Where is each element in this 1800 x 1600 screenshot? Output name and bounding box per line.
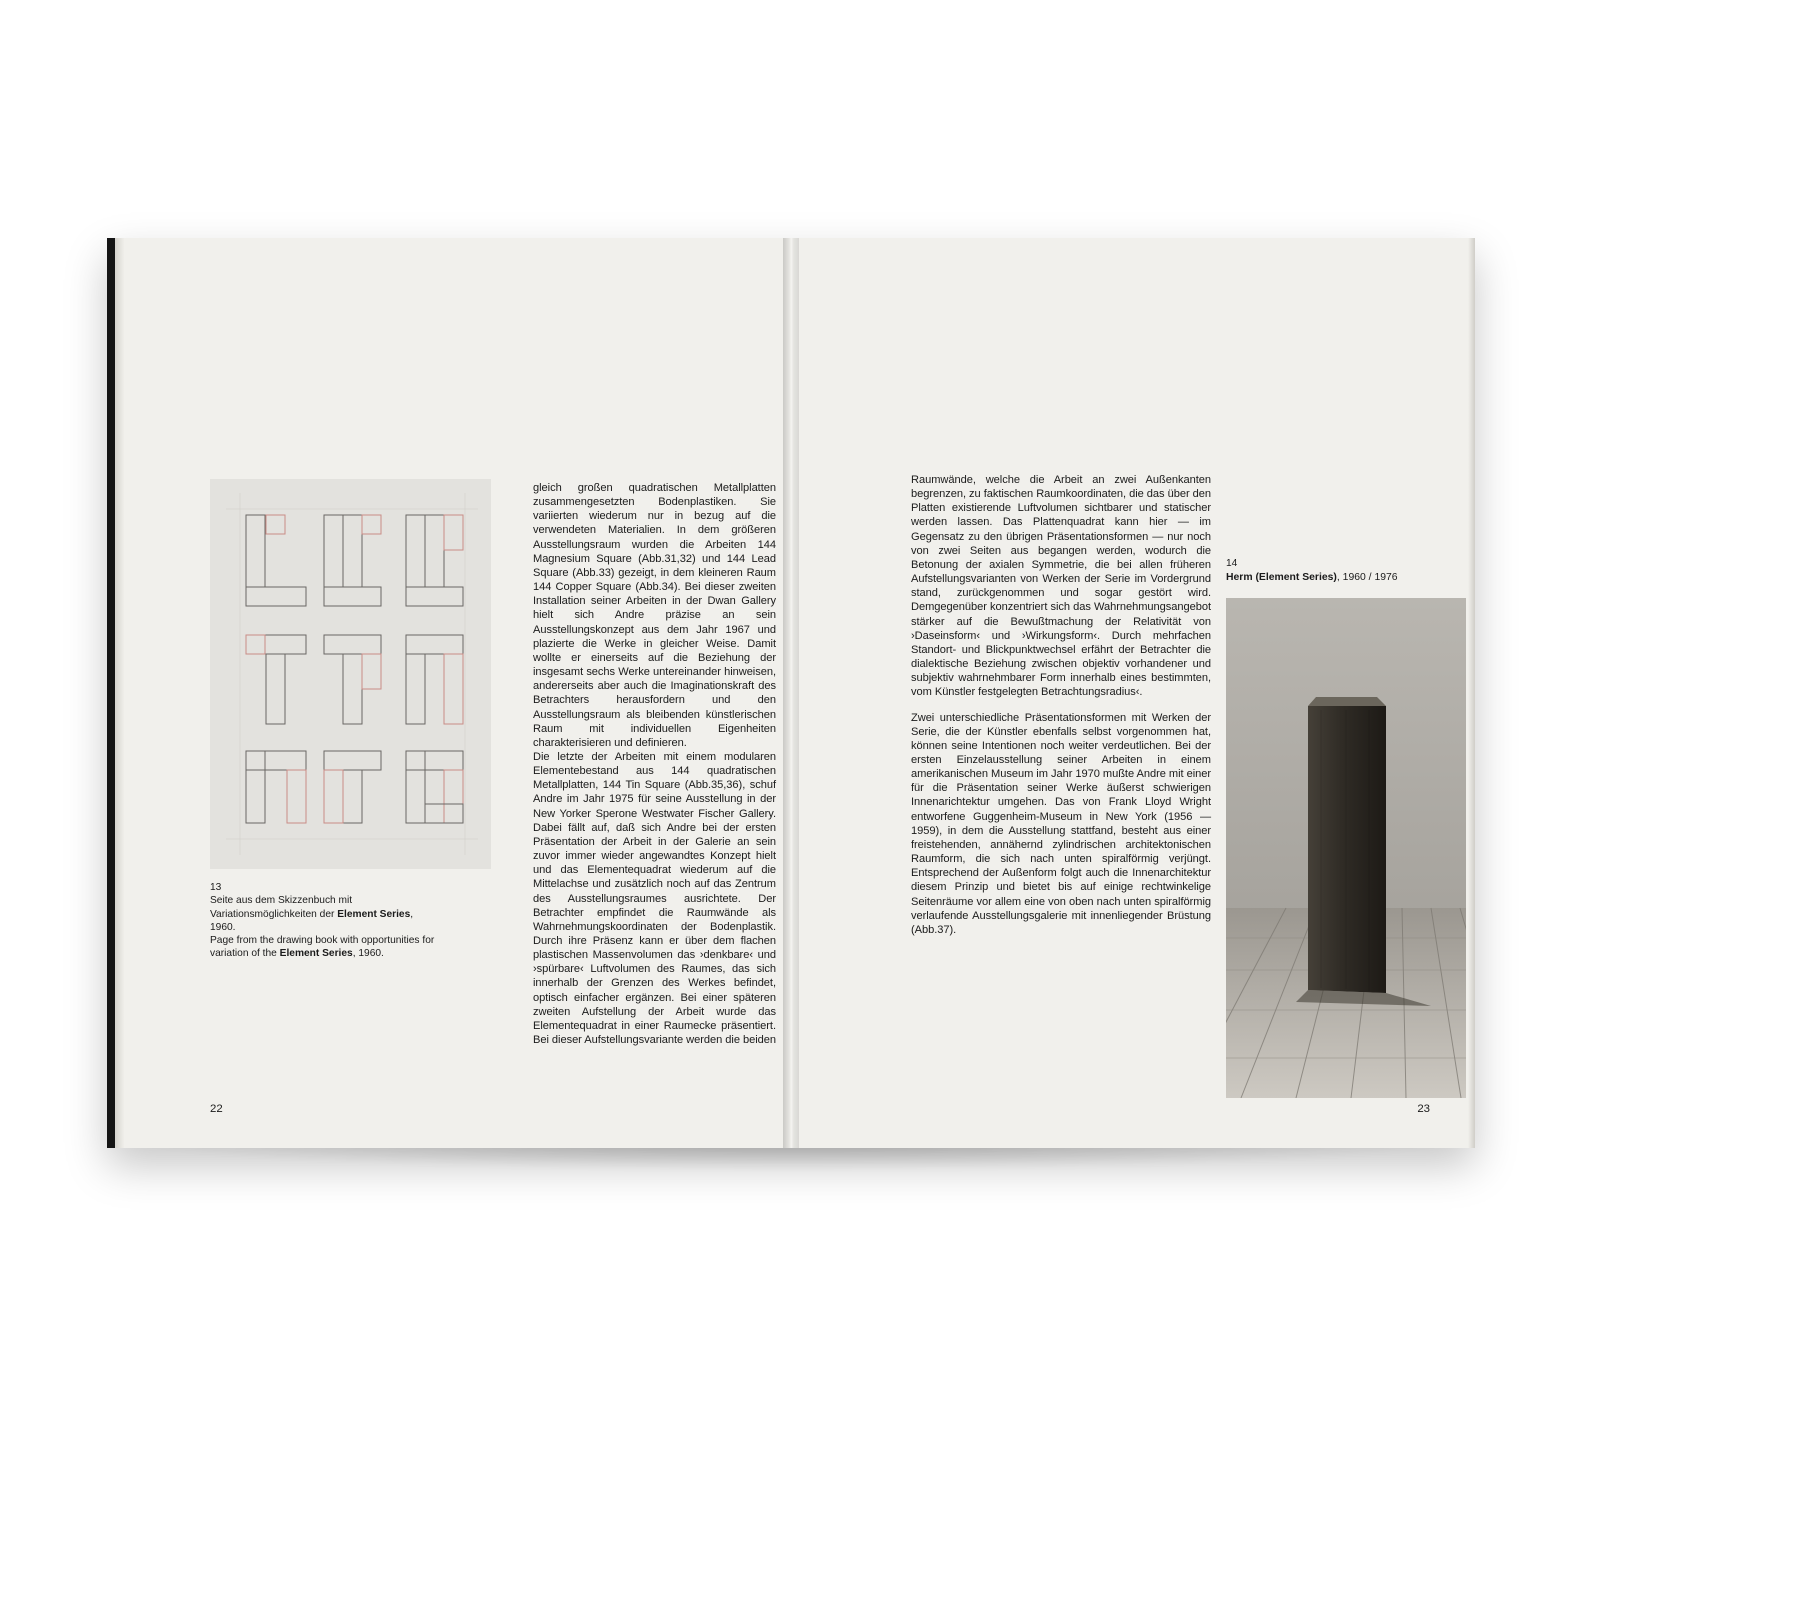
left-paragraph-2: Die letzte der Arbeiten mit einem modularen Elementebestand aus 144 quadratischen Metallplatten, 144 Tin Square (Abb.35,36), schuf Andre im Jahr 1975 für seine Ausstellung in der New Yorker Sperone Westwater Fischer Gallery. Dabei fällt auf, daß sich Andre bei der ersten Präsentation der Arbeit in der Galerie an sein zuvor immer wieder angewandtes Konzept hielt und das Elementequadrat wiederum auf die Mittelachse und zusätzlich noch auf das Zentrum des Ausstellungsraumes ausrichtete. Der Betrachter empfindet die Raumwände als Wahrnehmungskoordinaten der Bodenplastik. Durch ihre Präsenz kann er über dem flachen plastischen Massenvolumen das ›denkbare‹ und ›spürbare‹ Luftvolumen des Raumes, das sich innerhalb der Grenzen des Werkes befindet, optisch einfacher ergänzen. Bei einer späteren zweiten Aufstellung der Arbeit wurde das Elementequadrat in einer Raumecke präsentiert. Bei dieser Aufstellungsvariante werden die beiden — [533, 750, 777, 1047]
folio-left: 22 — [210, 1103, 223, 1115]
figure-13-number: 13 — [210, 882, 222, 893]
figure-13-caption-de-bold: Element Series — [337, 908, 411, 920]
left-paragraph-1: gleich großen quadratischen Metallplatten zusammengesetzten Bodenplastiken. Sie variierten wiederum nur in bezug auf die verwendeten Materialien. In dem größeren Ausstellungsraum wurden die Arbeiten 144 Magnesium Square (Abb.31,32) und 144 Lead Square (Abb.33) gezeigt, in dem kleineren Raum 144 Copper Square (Abb.34). Bei dieser zweiten Installation seiner Arbeiten in der Dwan Gallery hielt sich Andre präzise an sein Ausstellungskonzept aus dem Jahr 1967 und plazierte die Werke in gleicher Weise. Damit wollte er einerseits auf die Beziehung der insgesamt sechs Werke untereinander hinweisen, andererseits aber auch die Imaginationskraft des Betrachters herausfordern und den Ausstellungsraum als bleibenden künstlerischen Raum mit individuellen Eigenheiten charakterisieren und definieren. — [533, 482, 776, 749]
page-right — [791, 238, 1468, 1148]
figure-14-photo — [1226, 598, 1466, 1098]
figure-14-caption — [1226, 571, 1496, 584]
folio-right: 23 — [1417, 1103, 1430, 1115]
book-spine-edge — [107, 238, 115, 1148]
figure-14-caption-rest: , 1960 / 1976 — [1336, 572, 1398, 583]
figure-13-caption-en-bold: Element Series — [279, 948, 353, 960]
open-book-spread — [107, 238, 1475, 1148]
page-left — [124, 238, 791, 1148]
book-fore-edge — [1468, 238, 1475, 1148]
figure-13-caption-de-end: , 1960. — [210, 908, 414, 933]
figure-13-sketch-image — [210, 479, 491, 869]
figure-13-caption-de: Seite aus dem Skizzenbuch mit Variationsmöglichkeiten der — [210, 895, 353, 920]
figure-14-caption-bold: Herm (Element Series) — [1226, 572, 1337, 583]
right-paragraph-2: Zwei unterschiedliche Präsentationsformen mit Werken der Serie, die der Künstler ebenfalls selbst vorgenommen hat, können seine Intentionen noch weiter verdeutlichen. Bei der ersten Einzelausstellung seiner Arbeiten in einem amerikanischen Museum im Jahr 1970 mußte Andre mit einer für die Präsentation seiner Werke äußerst schwierigen Innenarichtektur umgehen. Das von Frank Lloyd Wright entworfene Guggenheim-Museum in New York (1956 — 1959), in dem die Ausstellung stattfand, besteht aus einer freistehenden, annähernd zylindrischen architektonischen Raumform, die sich nach unten spiralförmig verjüngt. Entsprechend der Außenform folgt auch die Innenarchitektur diesem Prinzip und bietet bis auf einige rechtwinkelige Seitenräume vor allem eine von oben nach unten spiralförmig verlaufende Ausstellungsgalerie mit innenliegender Brüstung (Abb.37). — [911, 711, 1211, 936]
left-page-body-text — [533, 481, 776, 1047]
figure-13-caption-en: Page from the drawing book with opportunities for variation of the — [210, 935, 435, 960]
figure-13-caption — [210, 881, 440, 961]
book-gutter — [783, 238, 799, 1148]
right-paragraph-1: Raumwände, welche die Arbeit an zwei Außenkanten begrenzen, zu faktischen Raumkoordinaten, die das über den Platten existierende Luftvolumen sichtbarer und statischer werden lassen. Das Plattenquadrat kann hier — im Gegensatz zu den übrigen Präsentationsformen — nur noch von zwei Seiten aus begangen werden, wodurch die Betonung der axialen Symmetrie, die bei allen früheren Aufstellungsvarianten von Werken der Serie im Vordergrund stand, zurückgenommen und sogar gestört wird. Demgegenüber konzentriert sich das Wahrnehmungsangebot stärker auf die Bewußtmachung der Relativität von ›Daseinsform‹ und ›Wirkungsform‹. Durch mehrfachen Standort- und Blickpunktwechsel erfährt der Betrachter die dialektische Beziehung zwischen objektiv vorhandener und subjektiv wahrnehmbarer Form innerhalb eines bestimmten, vom Künstler festgelegten Betrachtungsradius‹. — [911, 474, 1211, 699]
figure-13-caption-en-end: , 1960. — [352, 948, 384, 960]
right-page-body-text — [911, 473, 1211, 937]
book-spine-highlight — [115, 238, 124, 1148]
figure-14-number: 14 — [1226, 558, 1238, 569]
